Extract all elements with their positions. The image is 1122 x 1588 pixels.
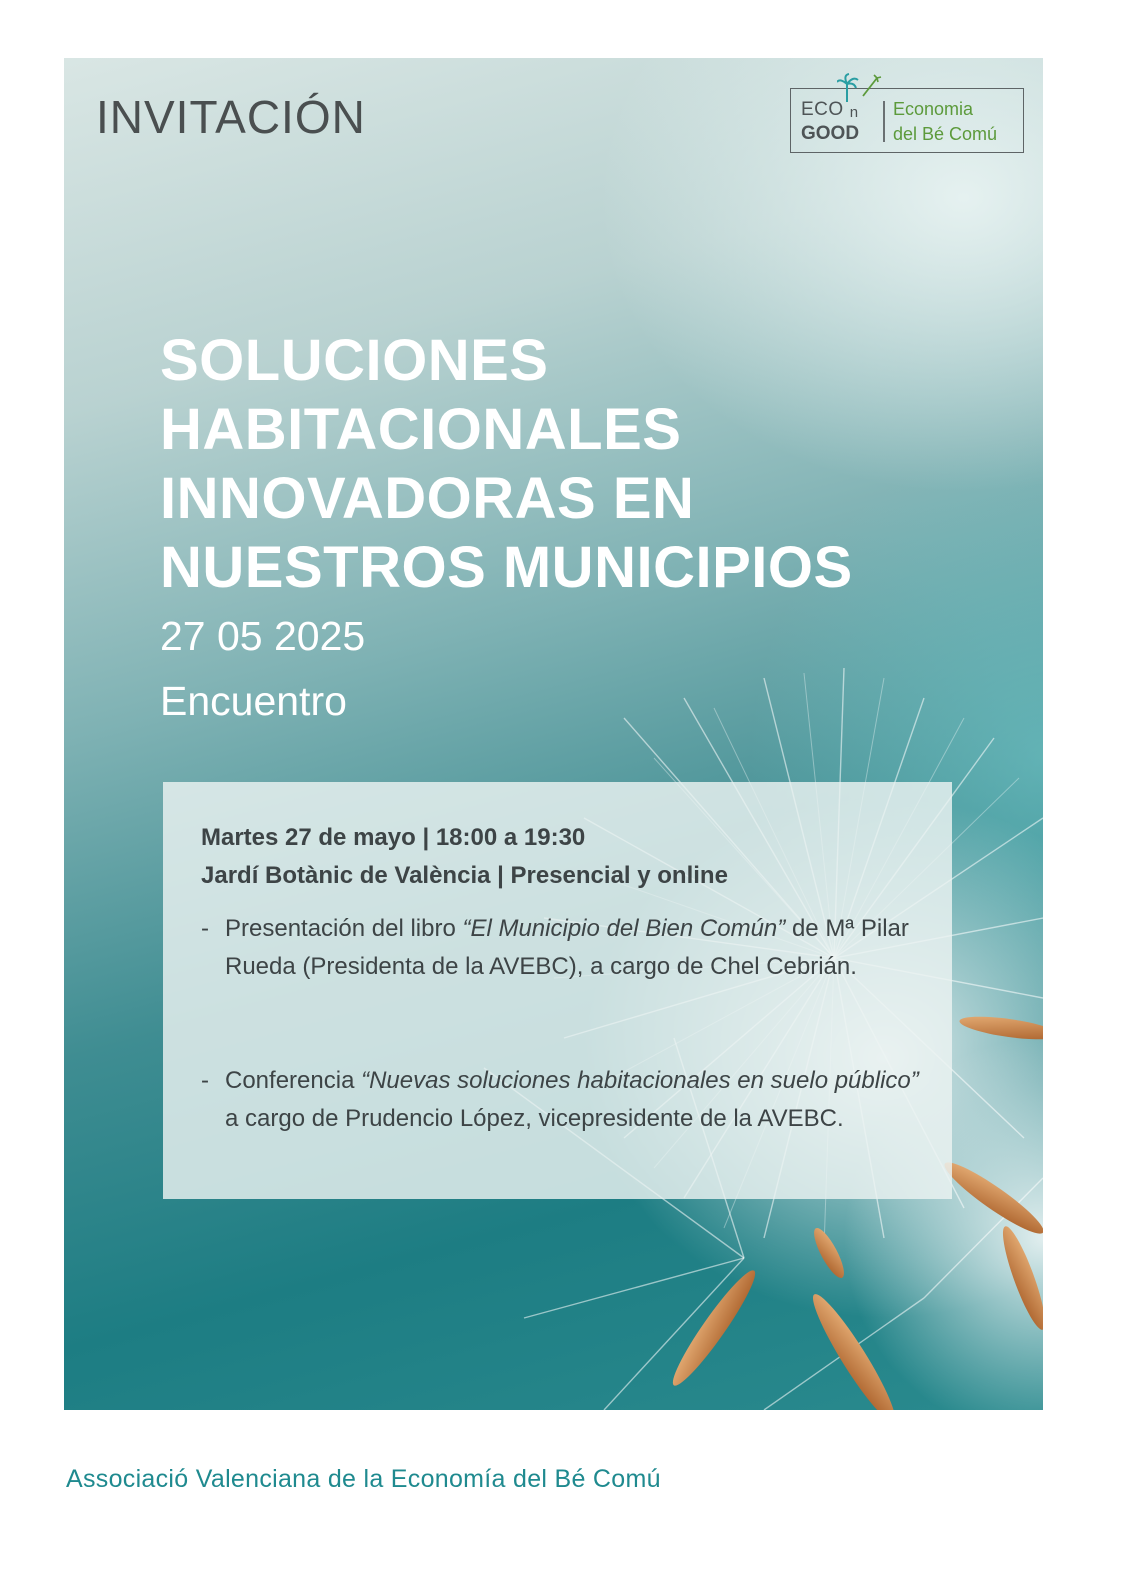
event-where: Jardí Botànic de València | Presencial y online <box>201 862 728 889</box>
event-details-box <box>163 782 952 1199</box>
logo-divider <box>883 101 885 142</box>
event-title <box>160 326 853 602</box>
logo-brand-line2: del Bé Comú <box>893 124 998 144</box>
logo-good-text: GOOD <box>801 123 860 144</box>
event-date: 27 05 2025 <box>160 613 366 659</box>
event-title-line: NUESTROS MUNICIPIOS <box>160 535 853 600</box>
dandelion-background-image <box>64 58 1043 1410</box>
event-type: Encuentro <box>160 678 347 724</box>
organization-footer: Associació Valenciana de la Economía del Bé Comú <box>66 1465 661 1493</box>
logo-eco-text: ECO n <box>801 99 859 121</box>
invitation-label: INVITACIÓN <box>96 91 366 143</box>
invitation-poster <box>64 58 1043 1410</box>
event-title-line: HABITACIONALES <box>160 397 682 462</box>
list-dash: - <box>201 1067 209 1094</box>
event-when: Martes 27 de mayo | 18:00 a 19:30 <box>201 824 586 851</box>
event-title-line: INNOVADORAS EN <box>160 466 695 531</box>
program-item-text: Conferencia “Nuevas soluciones habitacionales en suelo público” a cargo de Prudencio López, vicepresidente de la AVEBC. <box>225 1067 919 1132</box>
logo-brand-line1: Economia <box>893 99 974 119</box>
program-item-text: Presentación del libro “El Municipio del Bien Común” de Mª Pilar Rueda (Presidenta de la AVEBC), a cargo de Chel Cebrián. <box>225 915 909 980</box>
event-title-line: SOLUCIONES <box>160 328 549 393</box>
list-dash: - <box>201 915 209 942</box>
econ-good-logo <box>790 88 1024 153</box>
